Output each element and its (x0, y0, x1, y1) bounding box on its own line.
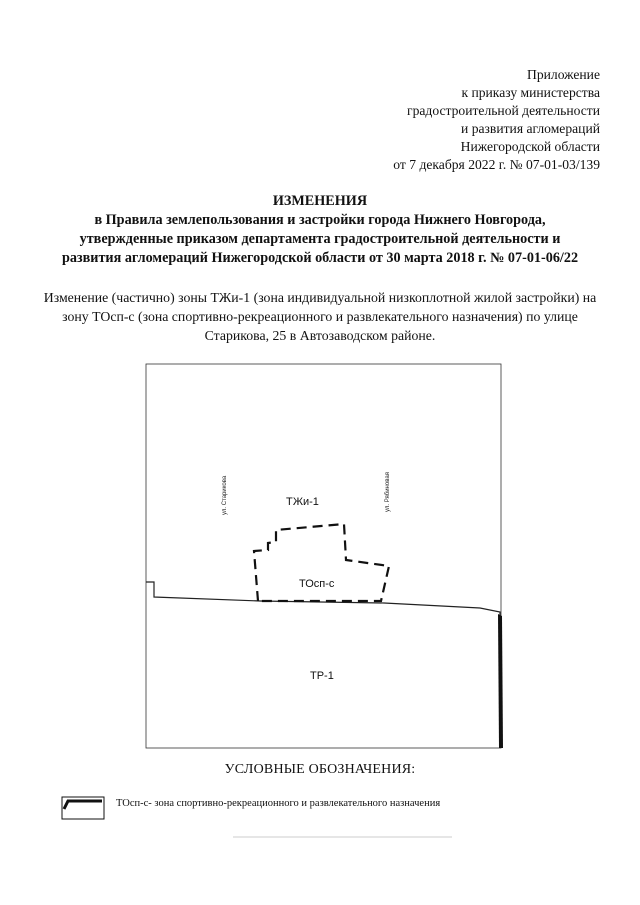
heading-line: в Правила землепользования и застройки города Нижнего Новгорода, (94, 212, 546, 228)
legend-title: УСЛОВНЫЕ ОБОЗНАЧЕНИЯ: (224, 762, 416, 777)
appendix-line: и развития агломераций (461, 121, 600, 136)
street-label-right: ул. Рябиновая (385, 472, 391, 512)
zone-label-tr: ТР-1 (310, 670, 334, 682)
appendix-line: к приказу министерства (461, 85, 600, 100)
appendix-line: Нижегородской области (460, 139, 600, 154)
heading-line: развития агломераций Нижегородской области от 30 марта 2018 г. № 07-01-06/22 (61, 250, 579, 266)
legend-text: ТОсп-с- зона спортивно-рекреационного и развлекательного назначения (116, 798, 441, 809)
appendix-line: градостроительной деятельности (407, 103, 600, 118)
heading-title: ИЗМЕНЕНИЯ (272, 193, 368, 209)
zone-edge-thick (498, 614, 503, 748)
appendix-line: Приложение (527, 67, 600, 82)
map-frame (146, 364, 501, 748)
legend-symbol (62, 797, 104, 819)
zone-boundary-line (146, 582, 500, 748)
zone-label-tosp: ТОсп-с (299, 578, 335, 590)
appendix-line: от 7 декабря 2022 г. № 07-01-03/139 (393, 157, 600, 172)
heading-line: утвержденные приказом департамента градостроительной деятельности и (79, 231, 561, 247)
change-description: Изменение (частично) зоны ТЖи-1 (зона индивидуальной низкоплотной жилой застройки) на зону ТОсп-с (зона спортивно-рекреационного и развлекательного назначения) по улице Старикова, 25 в Автозаводском районе. (43, 290, 597, 343)
street-label-left: ул. Старикова (222, 475, 228, 515)
zone-label-tzhi: ТЖи-1 (286, 496, 319, 508)
